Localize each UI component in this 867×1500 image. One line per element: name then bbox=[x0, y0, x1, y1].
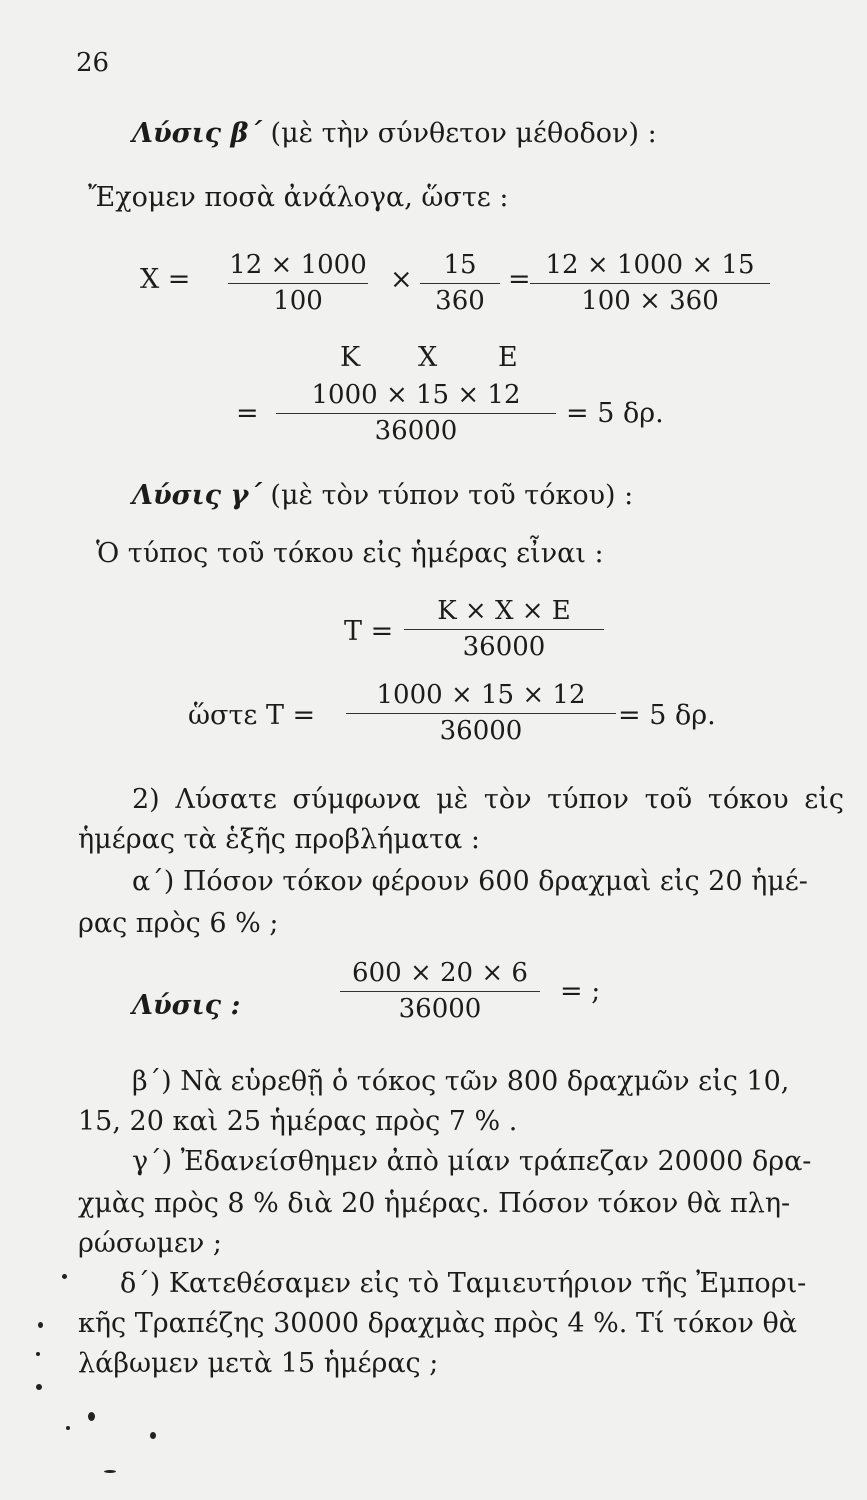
solution-c-note: (μὲ τὸν τύπον τοῦ τόκου) : bbox=[270, 480, 634, 511]
problem-a-fraction bbox=[340, 958, 540, 1024]
fraction-numerator: 1000 × 15 × 12 bbox=[311, 380, 521, 410]
hence-fraction bbox=[346, 680, 616, 746]
letter-x: X bbox=[418, 342, 438, 373]
solution-c-intro: Ὁ τύπος τοῦ τόκου εἰς ἡμέρας εἶναι : bbox=[96, 538, 604, 569]
problem-b-line-2: 15, 20 καὶ 25 ἡμέρας πρὸς 7 % . bbox=[78, 1106, 518, 1137]
solution-b-heading: Λύσις β΄ bbox=[132, 118, 262, 149]
fraction-numerator: 12 × 1000 × 15 bbox=[545, 250, 755, 280]
exercise-intro-line-2: ἡμέρας τὰ ἑξῆς προβλήματα : bbox=[78, 824, 480, 855]
fraction-denominator: 36000 bbox=[398, 994, 482, 1024]
fraction-bar bbox=[530, 283, 770, 284]
problem-a-result: = ; bbox=[560, 976, 601, 1007]
problem-d-line-2: κῆς Τραπέζης 30000 δραχμὰς πρὸς 4 %. Τί τόκον θὰ bbox=[78, 1308, 797, 1339]
equals-sign: = bbox=[508, 264, 531, 295]
fraction-denominator: 36000 bbox=[439, 716, 523, 746]
solution-c-line bbox=[132, 482, 633, 509]
ink-speck bbox=[88, 1412, 95, 1421]
fraction-1000x15x12-over-36000 bbox=[276, 380, 556, 446]
problem-a-line-1: α΄) Πόσον τόκον φέρουν 600 δραχμαὶ εἰς 20 ἡμέ- bbox=[132, 866, 808, 897]
letter-k: K bbox=[340, 342, 361, 373]
problem-a-solution-label: Λύσις : bbox=[132, 990, 241, 1021]
formula-lhs-t: T = bbox=[344, 616, 394, 647]
result-5-dr: = 5 δρ. bbox=[566, 398, 664, 429]
problem-b-line-1: β΄) Νὰ εὑρεθῇ ὁ τόκος τῶν 800 δραχμῶν εἰς 10, bbox=[132, 1066, 790, 1097]
fraction-combined bbox=[530, 250, 770, 316]
fraction-numerator: 1000 × 15 × 12 bbox=[376, 680, 586, 710]
page-number: 26 bbox=[76, 48, 110, 78]
fraction-numerator: 600 × 20 × 6 bbox=[352, 958, 528, 988]
fraction-denominator: 36000 bbox=[462, 632, 546, 662]
fraction-numerator: 12 × 1000 bbox=[229, 250, 367, 280]
fraction-numerator: K × X × E bbox=[437, 596, 571, 626]
fraction-bar bbox=[404, 629, 604, 630]
ink-speck bbox=[66, 1426, 70, 1430]
ink-speck bbox=[36, 1384, 42, 1390]
ink-speck bbox=[150, 1432, 156, 1439]
fraction-denominator: 36000 bbox=[374, 416, 458, 446]
problem-c-line-1: γ΄) Ἐδανείσθημεν ἀπὸ μίαν τράπεζαν 20000 δρα- bbox=[132, 1146, 812, 1177]
equation-lhs-x: X = bbox=[140, 264, 191, 295]
problem-c-line-3: ρώσωμεν ; bbox=[78, 1228, 222, 1259]
problem-c-line-2: χμὰς πρὸς 8 % διὰ 20 ἡμέρας. Πόσον τόκον θὰ πλη- bbox=[78, 1188, 791, 1219]
ink-speck bbox=[38, 1322, 43, 1328]
ink-speck bbox=[36, 1352, 40, 1356]
problem-a-line-2: ρας πρὸς 6 % ; bbox=[78, 908, 279, 939]
fraction-15-over-360 bbox=[420, 250, 500, 316]
hence-lhs: ὥστε T = bbox=[188, 700, 316, 731]
letter-e: E bbox=[498, 342, 518, 373]
solution-b-line bbox=[132, 120, 657, 147]
fraction-denominator: 100 bbox=[273, 286, 323, 316]
fraction-bar bbox=[346, 713, 616, 714]
exercise-intro-line-1: 2) Λύσατε σύμφωνα μὲ τὸν τύπον τοῦ τόκου εἰς bbox=[132, 784, 844, 815]
fraction-bar bbox=[340, 991, 540, 992]
ink-speck bbox=[62, 1274, 67, 1279]
fraction-numerator: 15 bbox=[443, 250, 477, 280]
ink-speck bbox=[104, 1470, 116, 1473]
solution-b-intro: Ἔχομεν ποσὰ ἀνάλογα, ὥστε : bbox=[88, 182, 509, 213]
problem-d-line-3: λάβωμεν μετὰ 15 ἡμέρας ; bbox=[78, 1348, 439, 1379]
fraction-12x1000-over-100 bbox=[228, 250, 368, 316]
fraction-bar bbox=[276, 413, 556, 414]
hence-result: = 5 δρ. bbox=[618, 700, 716, 731]
fraction-bar bbox=[228, 283, 368, 284]
fraction-bar bbox=[420, 283, 500, 284]
solution-c-heading: Λύσις γ΄ bbox=[132, 480, 262, 511]
fraction-denominator: 360 bbox=[435, 286, 485, 316]
problem-d-line-1: δ΄) Κατεθέσαμεν εἰς τὸ Ταμιευτήριον τῆς Ἐμπορι- bbox=[120, 1268, 807, 1299]
interest-formula-fraction bbox=[404, 596, 604, 662]
fraction-denominator: 100 × 360 bbox=[581, 286, 719, 316]
solution-b-note: (μὲ τὴν σύνθετον μέθοδον) : bbox=[270, 118, 657, 149]
times-sign: × bbox=[390, 264, 413, 295]
equals-sign: = bbox=[236, 398, 259, 429]
